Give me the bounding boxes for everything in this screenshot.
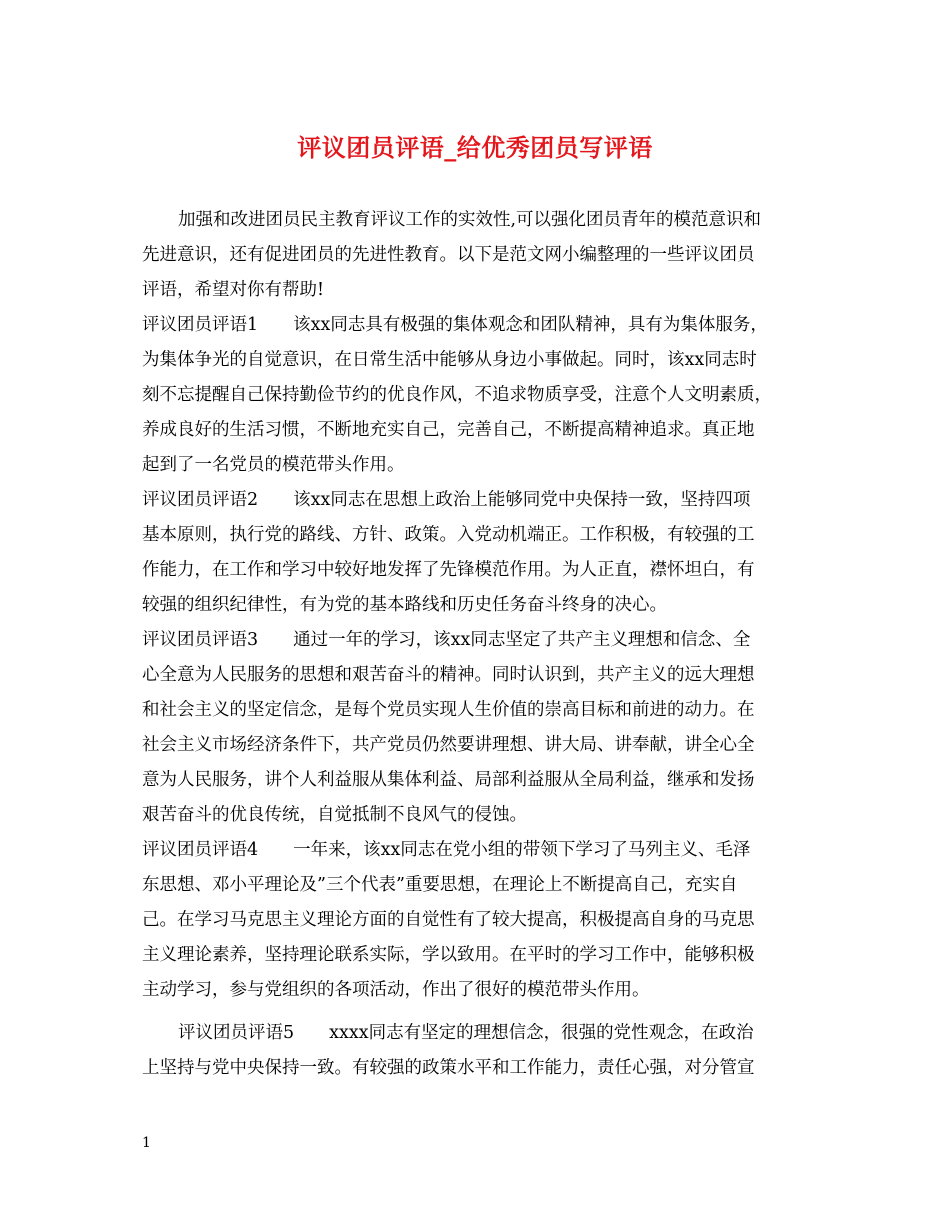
page-number: 1: [142, 1135, 151, 1151]
paragraph-line: 作能力，在工作和学习中较好地发挥了先锋模范作用。为人正直，襟怀坦白，有: [142, 560, 755, 580]
paragraph-line: 主动学习，参与党组织的各项活动，作出了很好的模范带头作用。: [142, 980, 650, 1000]
paragraph-line: 东思想、邓小平理论及”三个代表”重要思想，在理论上不断提高自己，充实自: [142, 875, 738, 895]
paragraph-line: 社会主义市场经济条件下，共产党员仍然要讲理想、讲大局、讲奉献，讲全心全: [142, 735, 755, 755]
paragraph-line: 加强和改进团员民主教育评议工作的实效性,可以强化团员青年的模范意识和: [178, 210, 762, 230]
paragraph-line: 评议团员评语1 该xx同志具有极强的集体观念和团队精神，具有为集体服务，: [142, 315, 768, 335]
paragraph-line: 意为人民服务，讲个人利益服从集体利益、局部利益服从全局利益，继承和发扬: [142, 770, 755, 790]
paragraph-line: 上坚持与党中央保持一致。有较强的政策水平和工作能力，责任心强，对分管宣: [142, 1058, 755, 1078]
paragraph-line: 先进意识，还有促进团员的先进性教育。以下是范文网小编整理的一些评议团员: [142, 245, 755, 265]
paragraph-line: 和社会主义的坚定信念，是每个党员实现人生价值的崇高目标和前进的动力。在: [142, 700, 755, 720]
paragraph-line: 养成良好的生活习惯，不断地充实自己，完善自己，不断提高精神追求。真正地: [142, 420, 755, 440]
paragraph-line: 评议团员评语2 该xx同志在思想上政治上能够同党中央保持一致，坚持四项: [142, 490, 751, 510]
paragraph-line: 起到了一名党员的模范带头作用。: [142, 455, 405, 475]
paragraph-line: 评议团员评语3 通过一年的学习，该xx同志坚定了共产主义理想和信念、全: [142, 630, 751, 650]
paragraph-line: 评议团员评语4 一年来，该xx同志在党小组的带领下学习了马列主义、毛泽: [142, 840, 751, 860]
paragraph-line: 为集体争光的自觉意识，在日常生活中能够从身边小事做起。同时，该xx同志时: [142, 350, 757, 370]
paragraph-line: 评语，希望对你有帮助!: [142, 280, 325, 300]
paragraph-line: 心全意为人民服务的思想和艰苦奋斗的精神。同时认识到，共产主义的远大理想: [142, 665, 755, 685]
paragraph-line: 评议团员评语5 xxxx同志有坚定的理想信念，很强的党性观念，在政治: [178, 1023, 754, 1043]
paragraph-line: 己。在学习马克思主义理论方面的自觉性有了较大提高，积极提高自身的马克思: [142, 910, 755, 930]
paragraph-line: 主义理论素养，坚持理论联系实际，学以致用。在平时的学习工作中，能够积极: [142, 945, 755, 965]
paragraph-line: 刻不忘提醒自己保持勤俭节约的优良作风，不追求物质享受，注意个人文明素质，: [142, 385, 772, 405]
paragraph-line: 艰苦奋斗的优良传统，自觉抵制不良风气的侵蚀。: [142, 805, 527, 825]
paragraph-line: 较强的组织纪律性，有为党的基本路线和历史任务奋斗终身的决心。: [142, 595, 667, 615]
paragraph-line: 基本原则，执行党的路线、方针、政策。入党动机端正。工作积极，有较强的工: [142, 525, 755, 545]
document-title: 评议团员评语_给优秀团员写评语: [297, 133, 653, 162]
